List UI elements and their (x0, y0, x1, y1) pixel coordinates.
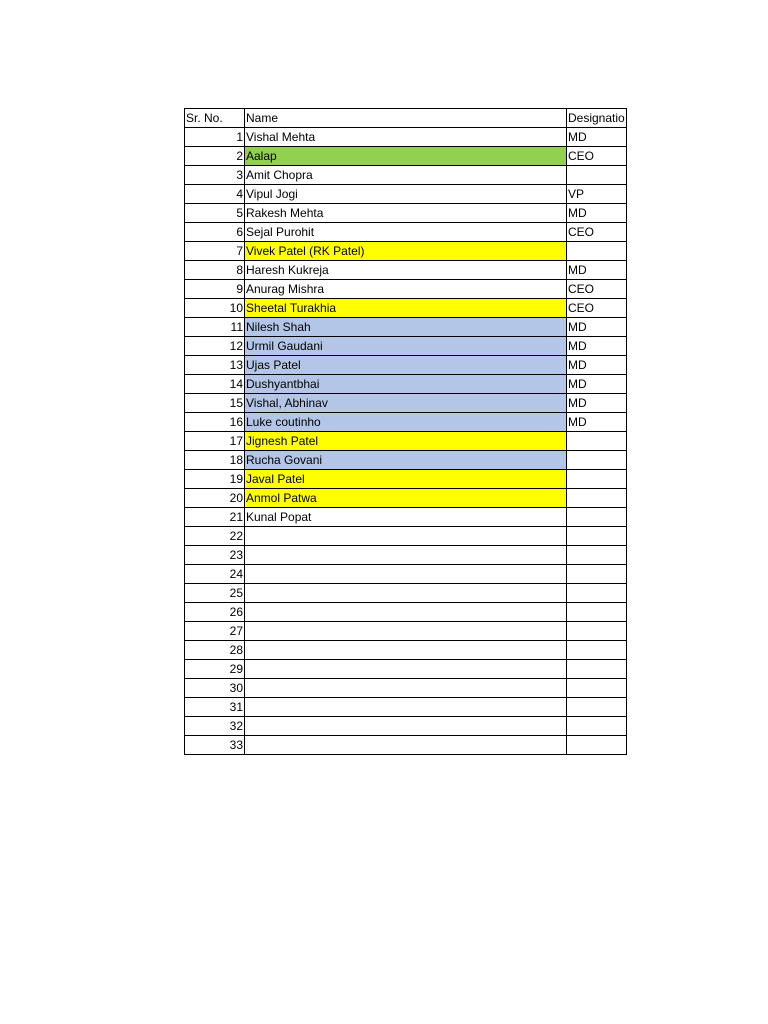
table-row (185, 736, 627, 755)
cell-sr-no: 7 (185, 242, 245, 261)
cell-sr-no: 24 (185, 565, 245, 584)
cell-sr-no: 33 (185, 736, 245, 755)
table-row (185, 603, 627, 622)
cell-sr-no: 28 (185, 641, 245, 660)
cell-name: Vivek Patel (RK Patel) (245, 242, 567, 261)
cell-name: Sejal Purohit (245, 223, 567, 242)
header-designation: Designatio (567, 109, 627, 128)
cell-name (245, 641, 567, 660)
table-row (185, 242, 627, 261)
cell-name: Vishal, Abhinav (245, 394, 567, 413)
cell-name: Urmil Gaudani (245, 337, 567, 356)
table-row (185, 622, 627, 641)
cell-sr-no: 6 (185, 223, 245, 242)
cell-designation (567, 508, 627, 527)
cell-designation (567, 432, 627, 451)
cell-name: Luke coutinho (245, 413, 567, 432)
table-row (185, 356, 627, 375)
cell-name: Nilesh Shah (245, 318, 567, 337)
cell-name (245, 736, 567, 755)
cell-designation (567, 565, 627, 584)
cell-designation (567, 660, 627, 679)
cell-designation (567, 641, 627, 660)
cell-name: Anmol Patwa (245, 489, 567, 508)
table-row (185, 318, 627, 337)
cell-sr-no: 14 (185, 375, 245, 394)
cell-name (245, 717, 567, 736)
table-row (185, 413, 627, 432)
cell-sr-no: 16 (185, 413, 245, 432)
cell-sr-no: 26 (185, 603, 245, 622)
table-row (185, 508, 627, 527)
cell-sr-no: 23 (185, 546, 245, 565)
cell-designation (567, 470, 627, 489)
table-row (185, 527, 627, 546)
cell-designation: MD (567, 413, 627, 432)
cell-name: Javal Patel (245, 470, 567, 489)
cell-name: Rucha Govani (245, 451, 567, 470)
cell-designation: MD (567, 128, 627, 147)
cell-designation (567, 242, 627, 261)
table-body (185, 109, 627, 755)
cell-sr-no: 27 (185, 622, 245, 641)
table-row (185, 204, 627, 223)
cell-name: Aalap (245, 147, 567, 166)
cell-sr-no: 1 (185, 128, 245, 147)
cell-name: Haresh Kukreja (245, 261, 567, 280)
cell-designation: MD (567, 337, 627, 356)
table-row (185, 280, 627, 299)
cell-designation (567, 603, 627, 622)
header-row (185, 109, 627, 128)
table-row (185, 128, 627, 147)
table-row (185, 470, 627, 489)
cell-name: Ujas Patel (245, 356, 567, 375)
table-row (185, 261, 627, 280)
cell-designation (567, 679, 627, 698)
cell-name: Dushyantbhai (245, 375, 567, 394)
header-name: Name (245, 109, 567, 128)
table-row (185, 717, 627, 736)
cell-sr-no: 22 (185, 527, 245, 546)
table-row (185, 394, 627, 413)
cell-name (245, 565, 567, 584)
cell-designation: MD (567, 394, 627, 413)
cell-designation (567, 717, 627, 736)
cell-designation (567, 489, 627, 508)
cell-sr-no: 20 (185, 489, 245, 508)
cell-designation: CEO (567, 147, 627, 166)
cell-sr-no: 12 (185, 337, 245, 356)
cell-name: Rakesh Mehta (245, 204, 567, 223)
cell-name (245, 584, 567, 603)
cell-designation (567, 527, 627, 546)
cell-name: Sheetal Turakhia (245, 299, 567, 318)
contacts-table (184, 108, 627, 755)
cell-sr-no: 30 (185, 679, 245, 698)
cell-designation: MD (567, 356, 627, 375)
header-sr-no: Sr. No. (185, 109, 245, 128)
cell-name (245, 603, 567, 622)
cell-sr-no: 31 (185, 698, 245, 717)
cell-name: Vipul Jogi (245, 185, 567, 204)
cell-sr-no: 5 (185, 204, 245, 223)
cell-designation: CEO (567, 280, 627, 299)
cell-sr-no: 11 (185, 318, 245, 337)
table-row (185, 546, 627, 565)
table-row (185, 641, 627, 660)
table-row (185, 698, 627, 717)
cell-sr-no: 32 (185, 717, 245, 736)
cell-designation (567, 736, 627, 755)
table-row (185, 223, 627, 242)
table-row (185, 299, 627, 318)
cell-sr-no: 2 (185, 147, 245, 166)
cell-designation: MD (567, 261, 627, 280)
cell-sr-no: 25 (185, 584, 245, 603)
cell-designation (567, 698, 627, 717)
table-row (185, 660, 627, 679)
cell-name: Anurag Mishra (245, 280, 567, 299)
cell-name: Vishal Mehta (245, 128, 567, 147)
cell-name: Kunal Popat (245, 508, 567, 527)
table-row (185, 337, 627, 356)
cell-designation: MD (567, 318, 627, 337)
table-row (185, 565, 627, 584)
cell-designation: VP (567, 185, 627, 204)
table-row (185, 584, 627, 603)
cell-name (245, 622, 567, 641)
table-row (185, 679, 627, 698)
cell-sr-no: 21 (185, 508, 245, 527)
cell-designation: CEO (567, 223, 627, 242)
cell-name (245, 698, 567, 717)
cell-designation: MD (567, 204, 627, 223)
cell-sr-no: 13 (185, 356, 245, 375)
table-row (185, 432, 627, 451)
table-row (185, 166, 627, 185)
cell-sr-no: 17 (185, 432, 245, 451)
cell-designation (567, 451, 627, 470)
cell-sr-no: 3 (185, 166, 245, 185)
table-row (185, 375, 627, 394)
cell-sr-no: 19 (185, 470, 245, 489)
cell-sr-no: 15 (185, 394, 245, 413)
cell-designation (567, 546, 627, 565)
cell-designation: CEO (567, 299, 627, 318)
cell-designation (567, 584, 627, 603)
cell-sr-no: 4 (185, 185, 245, 204)
cell-sr-no: 29 (185, 660, 245, 679)
table-row (185, 489, 627, 508)
cell-sr-no: 8 (185, 261, 245, 280)
table-row (185, 451, 627, 470)
cell-sr-no: 10 (185, 299, 245, 318)
table-row (185, 185, 627, 204)
cell-name: Jignesh Patel (245, 432, 567, 451)
cell-designation (567, 622, 627, 641)
cell-sr-no: 9 (185, 280, 245, 299)
cell-name: Amit Chopra (245, 166, 567, 185)
cell-name (245, 660, 567, 679)
cell-name (245, 679, 567, 698)
table-row (185, 147, 627, 166)
cell-designation: MD (567, 375, 627, 394)
cell-name (245, 546, 567, 565)
cell-name (245, 527, 567, 546)
cell-sr-no: 18 (185, 451, 245, 470)
cell-designation (567, 166, 627, 185)
